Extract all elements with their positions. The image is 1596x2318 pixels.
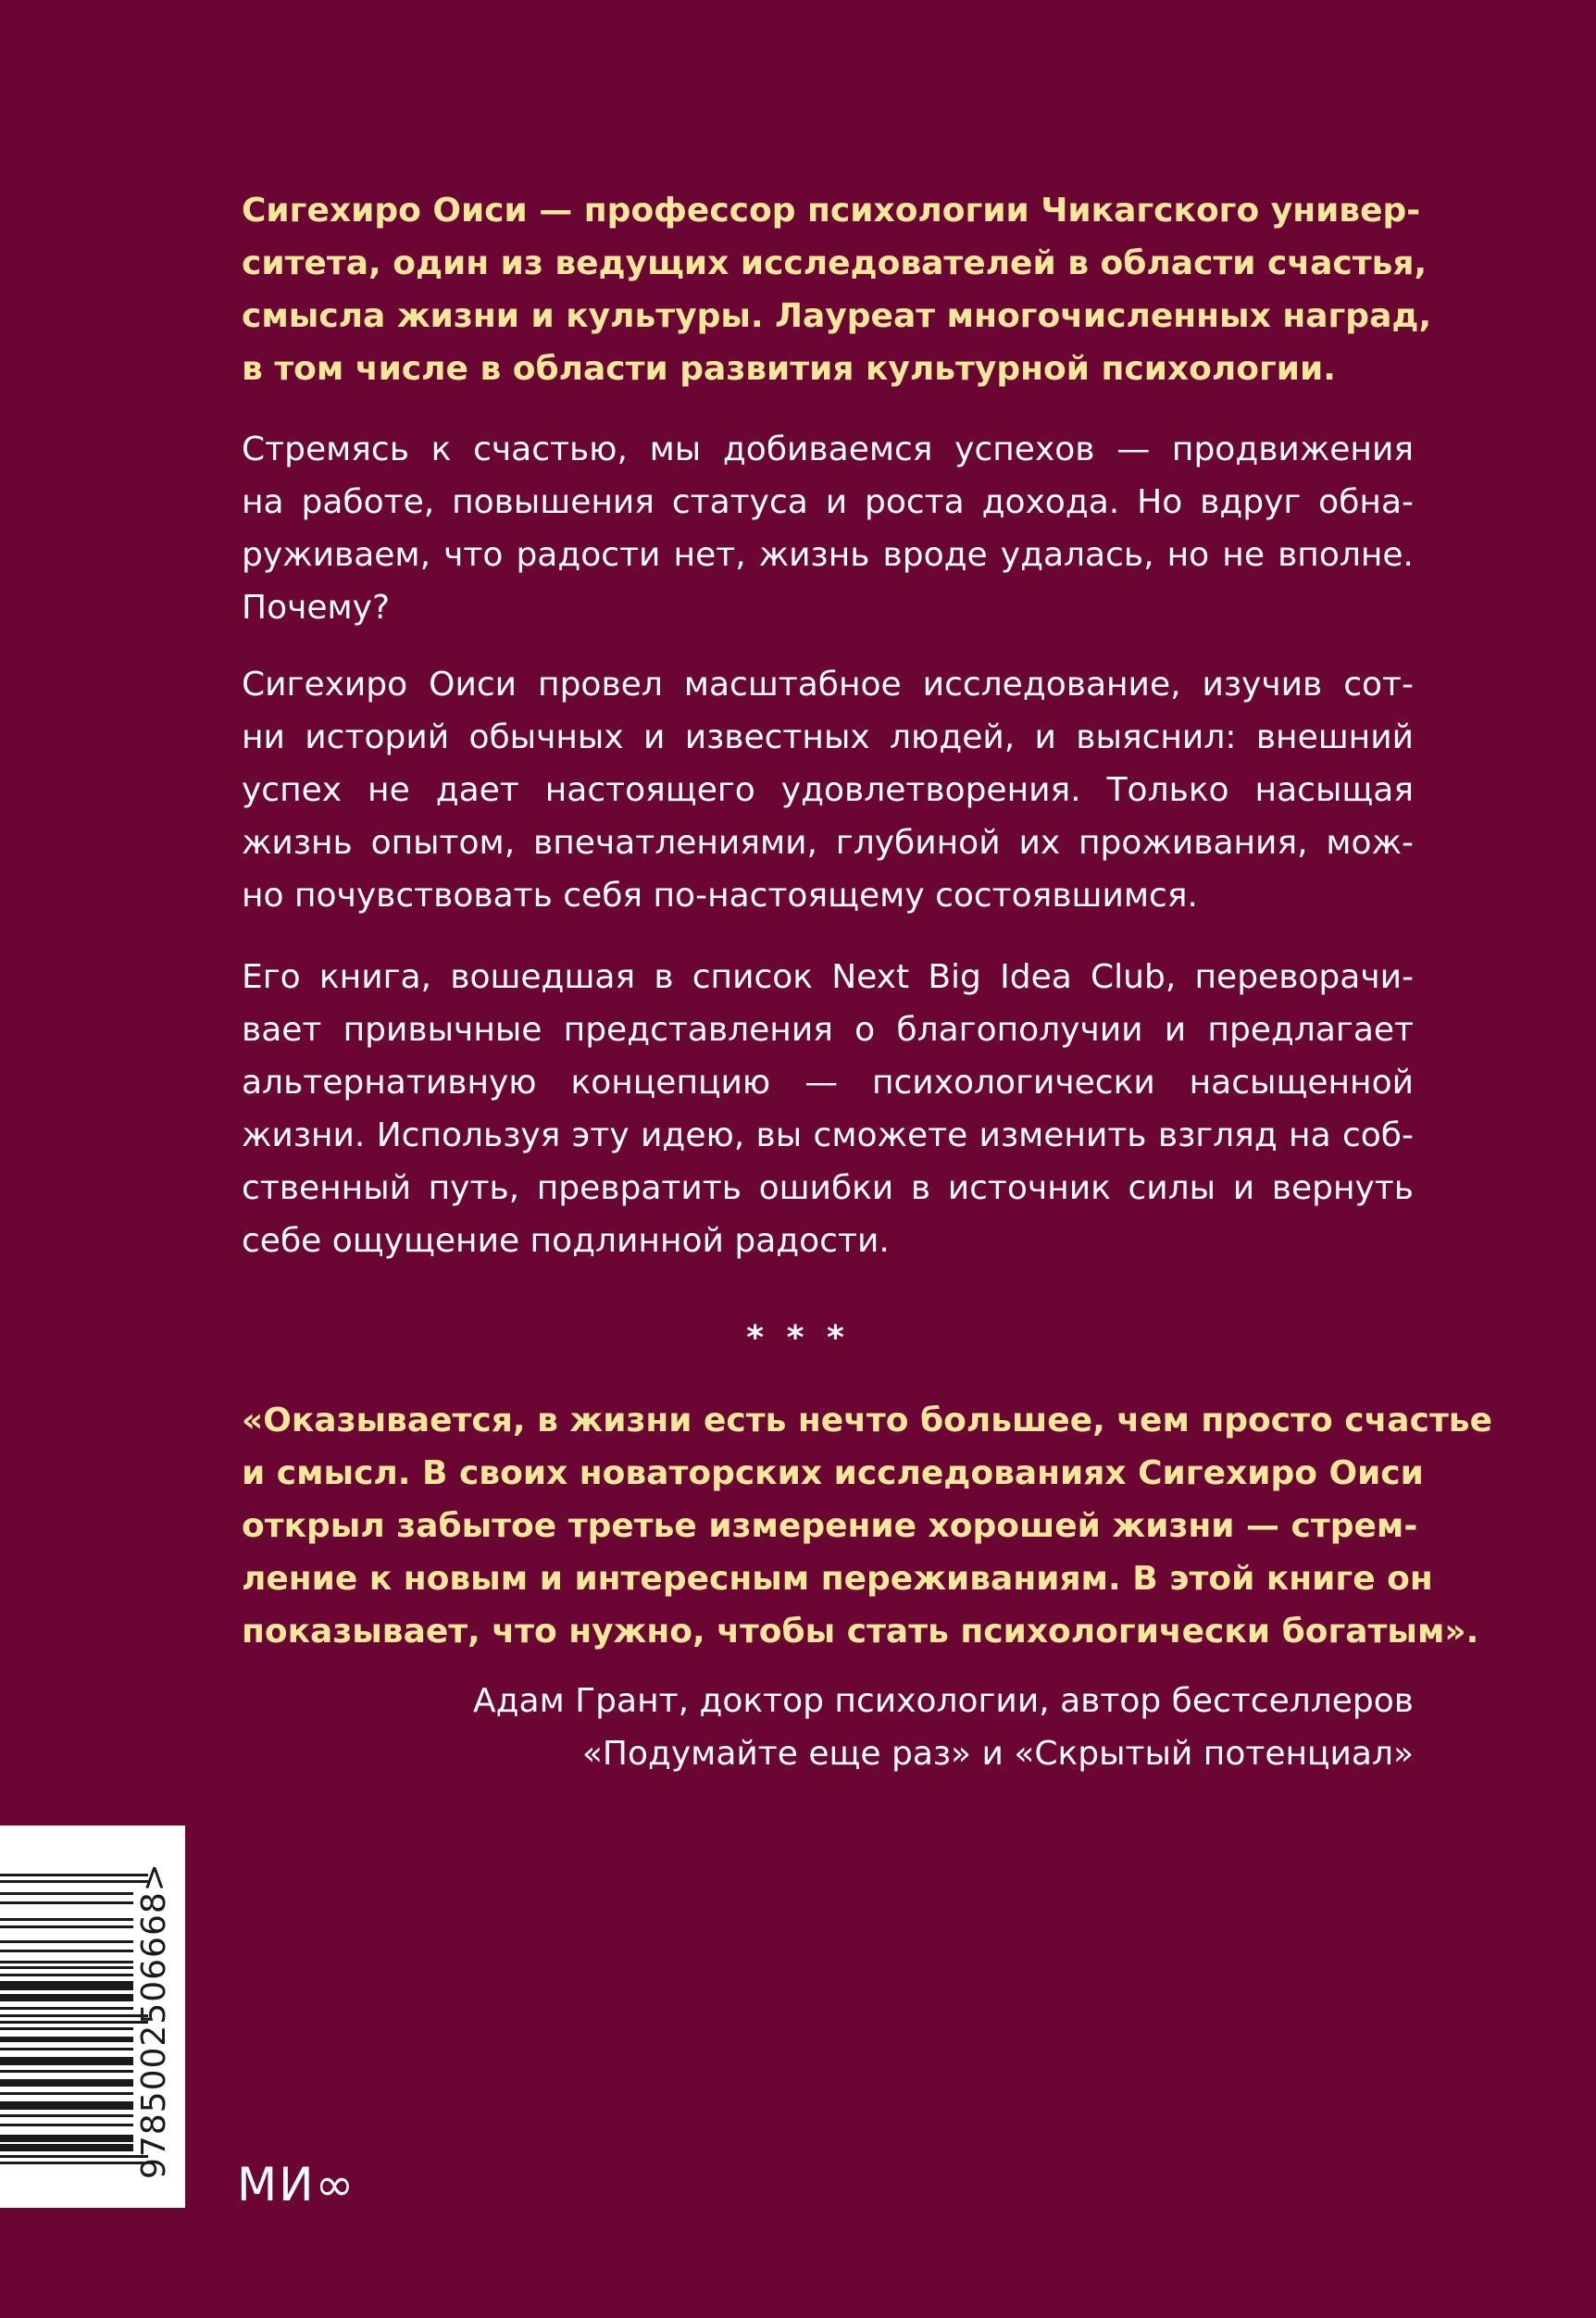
publisher-logo: МИ∞ bbox=[237, 2158, 356, 2212]
quote-attribution: «Подумайте еще раз» и «Скрытый потенциал» bbox=[581, 1735, 1414, 1773]
bio-line: смысла жизни и культуры. Лауреат многочисленных наград, bbox=[242, 297, 1432, 335]
paragraph-line: Стремясь к счастью, мы добиваемся успехов — продвижения bbox=[242, 430, 1414, 468]
quote-line: открыл забытое третье измерение хорошей жизни — стрем- bbox=[242, 1507, 1418, 1545]
paragraph-line: Почему? bbox=[242, 589, 391, 627]
paragraph-line: жизнь опытом, впечатлениями, глубиной их проживания, мож- bbox=[242, 824, 1414, 862]
paragraph-line: но почувствовать себя по-настоящему состоявшимся. bbox=[242, 877, 1198, 915]
paragraph-line: руживаем, что радости нет, жизнь вроде удалась, но не вполне. bbox=[242, 536, 1414, 574]
bio-line: Сигехиро Оиси — профессор психологии Чикагского универ- bbox=[242, 192, 1421, 230]
paragraph-line: жизни. Используя эту идею, вы сможете изменить взгляд на соб- bbox=[242, 1116, 1414, 1154]
quote-line: показывает, что нужно, чтобы стать психологически богатым». bbox=[242, 1613, 1479, 1651]
section-separator: * * * bbox=[746, 1319, 850, 1357]
paragraph-line: на работе, повышения статуса и роста дохода. Но вдруг обна- bbox=[242, 483, 1414, 521]
paragraph-line: альтернативную концепцию — психологически насыщенной bbox=[242, 1064, 1414, 1102]
quote-line: «Оказывается, в жизни есть нечто большее, чем просто счастье bbox=[242, 1402, 1492, 1439]
paragraph-line: Его книга, вошедшая в список Next Big Idea Club, переворачи- bbox=[242, 958, 1414, 996]
paragraph-line: вает привычные представления о благополучии и предлагает bbox=[242, 1011, 1414, 1049]
paragraph-line: себе ощущение подлинной радости. bbox=[242, 1222, 890, 1260]
bio-line: ситета, один из ведущих исследователей в области счастья, bbox=[242, 244, 1428, 282]
paragraph-line: ственный путь, превратить ошибки в источник силы и вернуть bbox=[242, 1169, 1414, 1207]
isbn-barcode bbox=[0, 1826, 185, 2208]
barcode-digits: 9785002506668> bbox=[135, 1863, 173, 2179]
quote-line: ление к новым и интересным переживаниям. В этой книге он bbox=[242, 1560, 1433, 1598]
bio-line: в том числе в области развития культурной психологии. bbox=[242, 350, 1336, 388]
paragraph-line: Сигехиро Оиси провел масштабное исследование, изучив сот- bbox=[242, 666, 1414, 704]
paragraph-line: ни историй обычных и известных людей, и выяснил: внешний bbox=[242, 718, 1414, 756]
quote-line: и смысл. В своих новаторских исследованиях Сигехиро Оиси bbox=[242, 1454, 1424, 1492]
quote-attribution: Адам Грант, доктор психологии, автор бестселлеров bbox=[473, 1682, 1414, 1720]
barcode-bars bbox=[0, 1874, 148, 2165]
paragraph-line: успех не дает настоящего удовлетворения. Только насыщая bbox=[242, 771, 1414, 809]
